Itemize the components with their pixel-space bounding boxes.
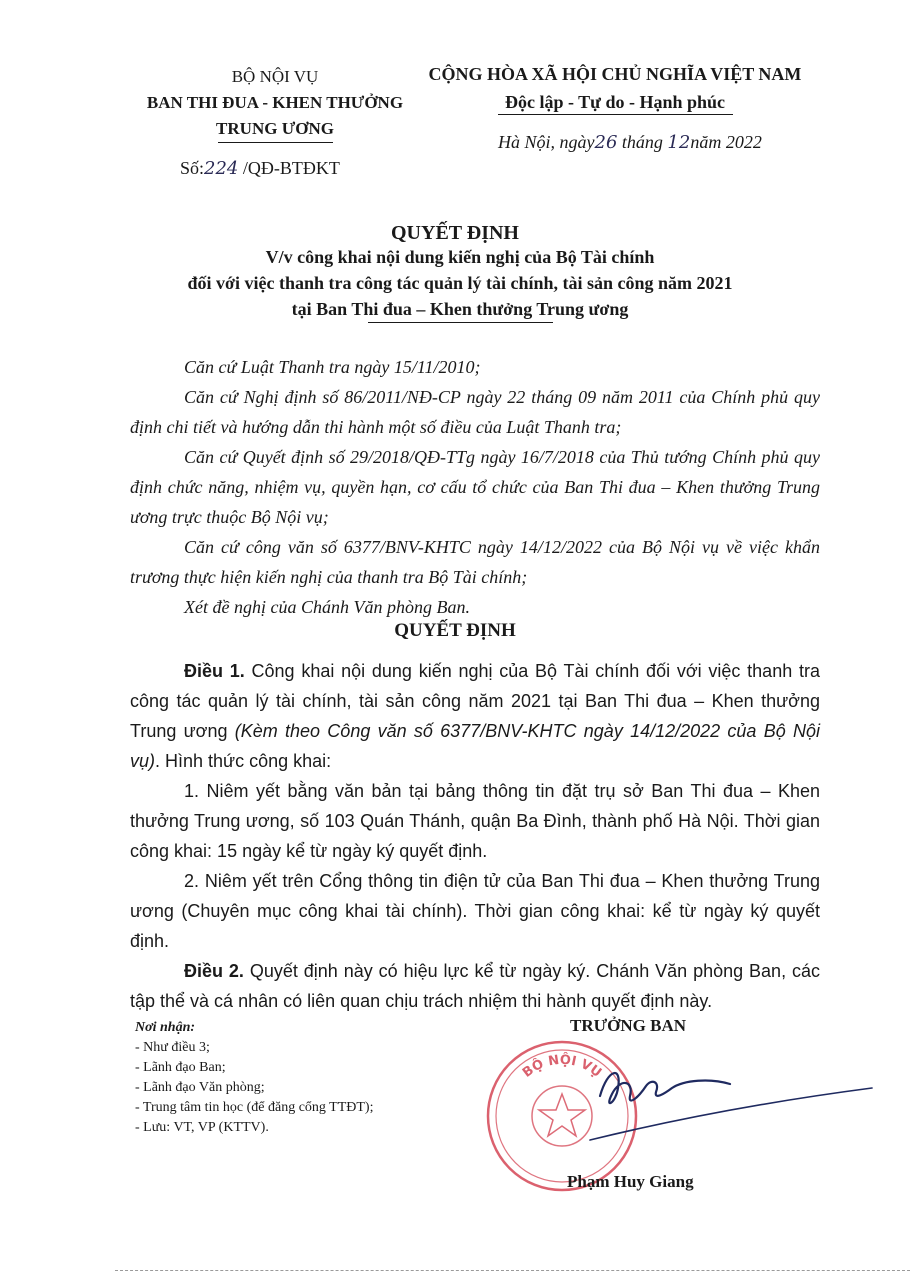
article-1-item-1: 1. Niêm yết bằng văn bản tại bảng thông tin đặt trụ sở Ban Thi đua – Khen thưởng Trung ương, số 103 Quán Thánh, quận Ba Đình, thành phố Hà Nội. Thời gian công khai: 15 ngày kể từ ngày ký quyết định.: [130, 781, 820, 861]
decision-heading: QUYẾT ĐỊNH: [394, 620, 516, 641]
signer-title: TRƯỞNG BAN: [570, 1016, 687, 1035]
subject-underline: [368, 322, 553, 323]
document-title: QUYẾT ĐỊNH: [391, 222, 519, 244]
country-name: CỘNG HÒA XÃ HỘI CHỦ NGHĨA VIỆT NAM: [428, 64, 802, 84]
list-item: - Lưu: VT, VP (KTTV).: [135, 1120, 269, 1135]
article-2: Điều 2. Quyết định này có hiệu lực kể từ ngày ký. Chánh Văn phòng Ban, các tập thể và cá nhân có liên quan chịu trách nhiệm thi hành quyết định này.: [130, 961, 820, 1011]
handwritten-month: 12: [667, 132, 691, 153]
national-motto: [415, 60, 815, 115]
basis-item: Căn cứ Quyết định số 29/2018/QĐ-TTg ngày 16/7/2018 của Thủ tướng Chính phủ quy định chức năng, nhiệm vụ, quyền hạn, cơ cấu tổ chức của Ban Thi đua – Khen thưởng Trung ương trực thuộc Bộ Nội vụ;: [130, 447, 820, 527]
page-edge-divider: [115, 1270, 910, 1271]
agency-underline: [218, 142, 333, 143]
agency-name-2: TRUNG ƯƠNG: [216, 119, 334, 138]
legal-basis: [130, 352, 820, 622]
issuing-agency: [110, 64, 440, 143]
motto: Độc lập - Tự do - Hạnh phúc: [504, 92, 726, 112]
decision-body: [130, 656, 820, 1016]
signer-name: Phạm Huy Giang: [567, 1172, 694, 1191]
basis-item: Xét đề nghị của Chánh Văn phòng Ban.: [184, 597, 470, 617]
document-subject: V/v công khai nội dung kiến nghị của Bộ Tài chính đối với việc thanh tra công tác quản lý tài chính, tài sản công năm 2021 tại Ban Thi đua – Khen thưởng Trung ương: [110, 244, 810, 323]
handwritten-number: 224: [204, 158, 239, 179]
list-item: - Lãnh đạo Văn phòng;: [135, 1080, 265, 1095]
basis-item: Căn cứ công văn số 6377/BNV-KHTC ngày 14/12/2022 của Bộ Nội vụ về việc khẩn trương thực hiện kiến nghị của thanh tra Bộ Tài chính;: [130, 537, 820, 587]
signature-icon: [560, 1048, 880, 1148]
ministry-name: BỘ NỘI VỤ: [231, 67, 319, 86]
list-item: - Lãnh đạo Ban;: [135, 1060, 226, 1075]
recipients-heading: Nơi nhận:: [135, 1020, 196, 1035]
article-1-item-2: 2. Niêm yết trên Cổng thông tin điện tử của Ban Thi đua – Khen thưởng Trung ương (Chuyên mục công khai tài chính). Thời gian công khai: kể từ ngày ký quyết định.: [130, 871, 820, 951]
seal-text: BỘ NỘI VỤ: [519, 1052, 605, 1081]
recipients: [135, 1018, 455, 1138]
list-item: - Trung tâm tin học (để đăng cổng TTĐT);: [135, 1100, 374, 1115]
agency-name: BAN THI ĐUA - KHEN THƯỞNG: [146, 93, 404, 112]
article-1: Điều 1. Công khai nội dung kiến nghị của Bộ Tài chính đối với việc thanh tra công tác quản lý tài chính, tài sản công năm 2021 tại Ban Thi đua – Khen thưởng Trung ương (Kèm theo Công văn số 6377/BNV-KHTC ngày 14/12/2022 của Bộ Nội vụ). Hình thức công khai:: [130, 661, 820, 771]
issue-date: Hà Nội, ngày26 tháng 12năm 2022: [498, 132, 762, 153]
document-number: Số:224 /QĐ-BTĐKT: [180, 158, 340, 179]
handwritten-day: 26: [594, 132, 618, 153]
basis-item: Căn cứ Luật Thanh tra ngày 15/11/2010;: [184, 357, 481, 377]
list-item: - Như điều 3;: [135, 1040, 210, 1055]
basis-item: Căn cứ Nghị định số 86/2011/NĐ-CP ngày 22 tháng 09 năm 2011 của Chính phủ quy định chi tiết và hướng dẫn thi hành một số điều của Luật Thanh tra;: [130, 387, 820, 437]
